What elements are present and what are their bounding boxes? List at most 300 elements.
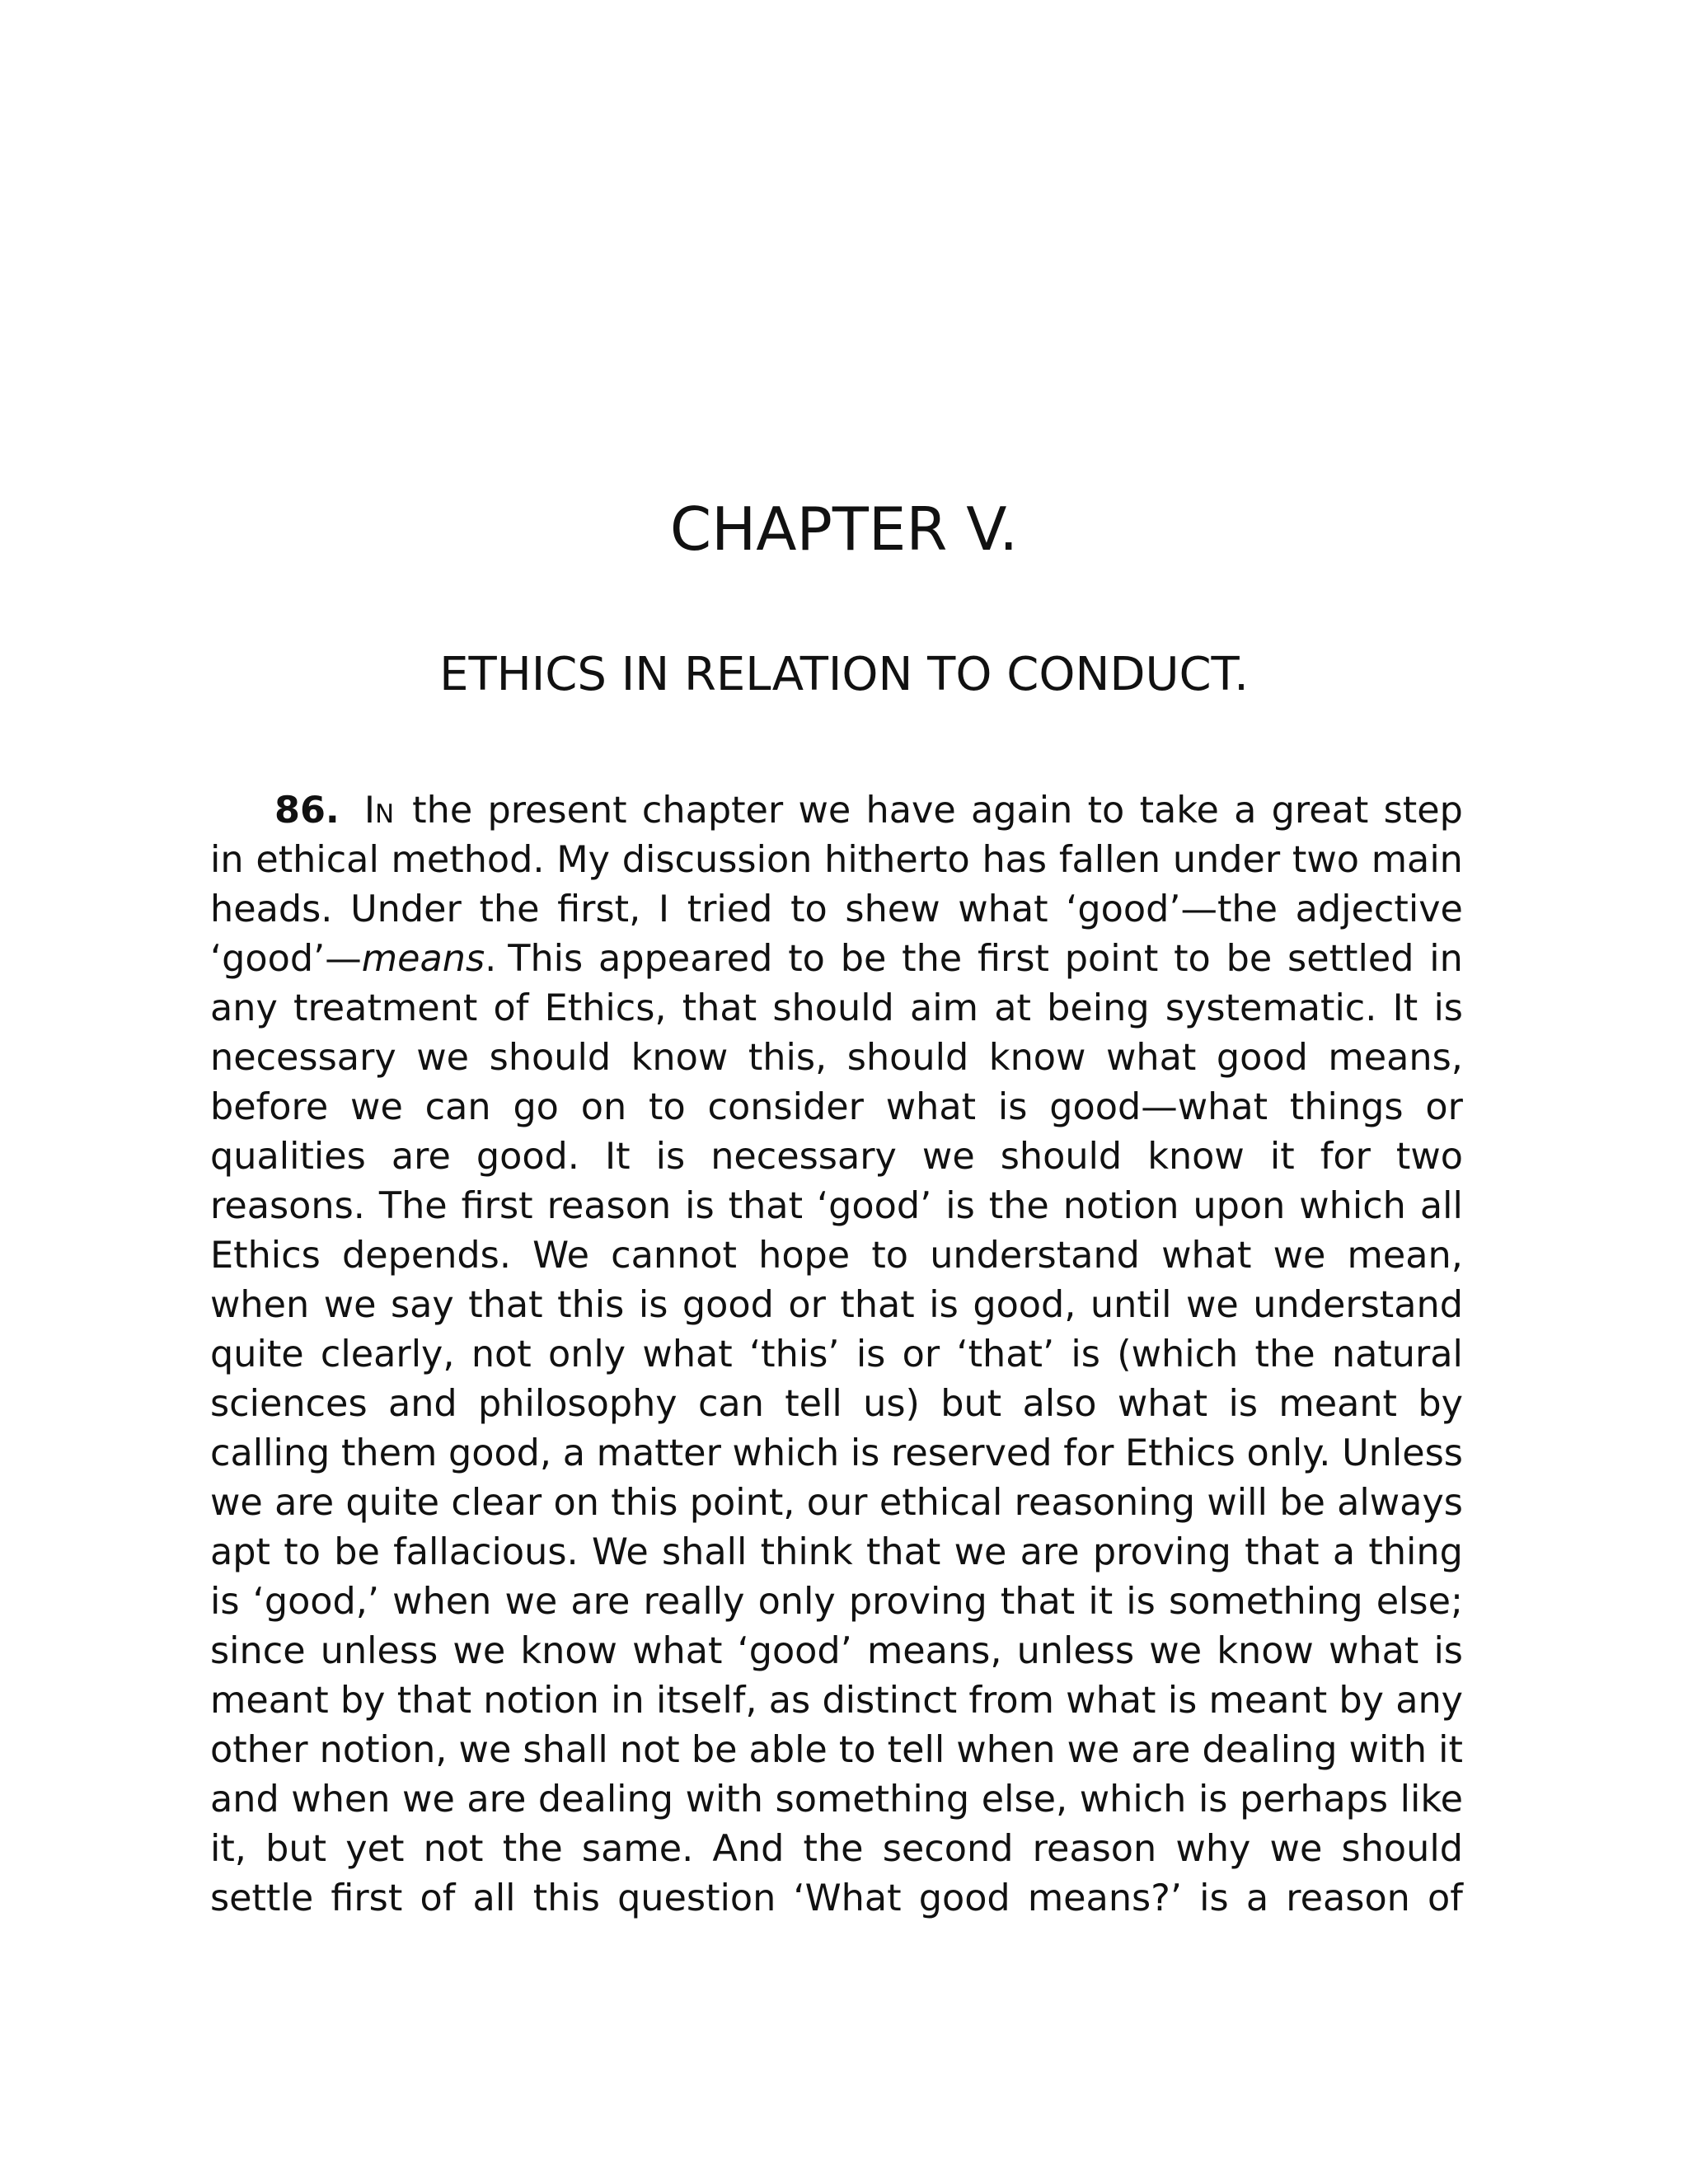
word: is (945, 1185, 975, 1227)
word: are (391, 1136, 451, 1178)
word: first (331, 1877, 403, 1919)
word: it, (210, 1828, 246, 1870)
word: on (580, 1086, 627, 1128)
word: what (1117, 1383, 1208, 1425)
word: we (416, 1037, 470, 1079)
word: but (265, 1828, 327, 1870)
word: we (1186, 1284, 1239, 1326)
line-text-pre: ‘good’— (210, 938, 362, 980)
word: first (978, 938, 1049, 980)
word: quite (210, 1333, 304, 1376)
word: the (902, 938, 963, 980)
word: The (378, 1185, 448, 1227)
word: what (958, 888, 1048, 930)
word: is (997, 1086, 1028, 1128)
word: when (392, 1581, 492, 1623)
word: for (1063, 1432, 1114, 1474)
word: to (1174, 938, 1211, 980)
word: of (420, 1877, 456, 1919)
word: is (1228, 1383, 1259, 1425)
word: we (1149, 1630, 1203, 1672)
word: settle (210, 1877, 314, 1919)
word: what (1105, 1037, 1197, 1079)
word: what (885, 1086, 977, 1128)
word: or (788, 1284, 826, 1326)
word: necessary (210, 1037, 396, 1079)
small-caps-rest: N (374, 799, 395, 829)
word: that (682, 987, 757, 1029)
word: is (856, 1333, 886, 1376)
word: be (691, 1729, 738, 1771)
word: like (1400, 1779, 1463, 1821)
word: that (468, 1284, 543, 1326)
word: be (840, 938, 887, 980)
word: can (424, 1086, 491, 1128)
word: has (982, 839, 1048, 881)
word: the (803, 1828, 864, 1870)
word: is (1199, 1877, 1229, 1919)
word: point, (689, 1482, 795, 1524)
word: two (1395, 1136, 1463, 1178)
word: It (604, 1136, 631, 1178)
word: natural (1331, 1333, 1463, 1376)
word: discussion (621, 839, 813, 881)
text-line (210, 1627, 1463, 1676)
word: only (548, 1333, 626, 1376)
word: this (557, 1284, 625, 1326)
word: cannot (611, 1235, 737, 1277)
word: we (954, 1531, 1007, 1573)
text-line (210, 1380, 1463, 1429)
word: have (865, 790, 956, 832)
word: main (1371, 839, 1463, 881)
word: good, (448, 1432, 552, 1474)
word: when (956, 1729, 1056, 1771)
word: and (387, 1383, 457, 1425)
word: proving (1092, 1531, 1231, 1573)
word: Under (350, 888, 462, 930)
word: settled (1287, 938, 1414, 980)
word: them (340, 1432, 438, 1474)
word: we (210, 1482, 263, 1524)
line-opening (274, 786, 394, 836)
word: the (479, 888, 540, 930)
word: adjective (1295, 888, 1463, 930)
word: will (1207, 1482, 1268, 1524)
word: be (1279, 1482, 1325, 1524)
text-line (210, 1577, 1463, 1627)
word: means, (1328, 1037, 1463, 1079)
word: understand (930, 1235, 1140, 1277)
line-text (508, 935, 1463, 984)
word: step (1383, 790, 1463, 832)
word: two (1292, 839, 1359, 881)
word: shall (523, 1729, 608, 1771)
word: and (210, 1779, 279, 1821)
word: qualities (210, 1136, 366, 1178)
word: mean, (1347, 1235, 1463, 1277)
word: ethical (879, 1482, 1003, 1524)
word: means?’ (1027, 1877, 1182, 1919)
chapter-subtitle: ETHICS IN RELATION TO CONDUCT. (439, 648, 1249, 701)
text-line (210, 1528, 1463, 1577)
word: other (210, 1729, 308, 1771)
word: not (471, 1333, 532, 1376)
word: ‘this’ (749, 1333, 840, 1376)
paragraph-86 (210, 786, 1463, 1924)
word: us) (863, 1383, 920, 1425)
word: only. (1246, 1432, 1331, 1474)
word: is (1167, 1680, 1198, 1722)
word: should (1000, 1136, 1123, 1178)
word: know (631, 1037, 729, 1079)
word: a (1332, 1531, 1356, 1573)
word: is (638, 1284, 668, 1326)
word: It (1392, 987, 1418, 1029)
word: is (1433, 987, 1463, 1029)
word: say (390, 1284, 454, 1326)
word: we (452, 1630, 506, 1672)
word: we (402, 1779, 455, 1821)
word: ‘good,’ (252, 1581, 380, 1623)
word: aim (910, 987, 979, 1029)
word: reason (1286, 1877, 1410, 1919)
word: this (532, 1877, 600, 1919)
word: we (1269, 1828, 1323, 1870)
word: matter (596, 1432, 721, 1474)
word: first, (557, 888, 641, 930)
word: things (1289, 1086, 1404, 1128)
word: in (1429, 938, 1463, 980)
text-line (210, 836, 1463, 885)
text-line (210, 1083, 1463, 1132)
word: chapter (641, 790, 784, 832)
word: proving (848, 1581, 987, 1623)
word: good, (973, 1284, 1076, 1326)
text-line (210, 786, 1463, 836)
word: consider (707, 1086, 864, 1128)
emphasis-means: means (361, 938, 485, 980)
text-line (210, 1033, 1463, 1083)
word: meant (210, 1680, 329, 1722)
word: good—what (1049, 1086, 1268, 1128)
word: clear (451, 1482, 542, 1524)
word: to (788, 938, 825, 980)
word: appeared (598, 938, 773, 980)
word: fallen (1058, 839, 1161, 881)
word: we (323, 1284, 377, 1326)
word: by (1418, 1383, 1463, 1425)
word: we (350, 1086, 403, 1128)
word: a (1245, 1877, 1269, 1919)
word: it (1269, 1136, 1295, 1178)
word: know (988, 1037, 1086, 1079)
word: reserved (891, 1432, 1053, 1474)
word: perhaps (1240, 1779, 1389, 1821)
section-number: 86. (274, 790, 340, 832)
word: also (1022, 1383, 1097, 1425)
word: reason (1032, 1828, 1157, 1870)
word: know (1217, 1630, 1314, 1672)
word: is (850, 1432, 880, 1474)
word: before (210, 1086, 329, 1128)
word: ‘What (793, 1877, 902, 1919)
word: what (1328, 1630, 1419, 1672)
word: are (570, 1581, 631, 1623)
word: with (685, 1779, 763, 1821)
word: quite (345, 1482, 440, 1524)
word: be (1226, 938, 1273, 980)
word: which (1079, 1779, 1187, 1821)
word: should (772, 987, 894, 1029)
word: is (929, 1284, 959, 1326)
word: understand (1253, 1284, 1463, 1326)
word: notion (483, 1680, 599, 1722)
word: to (871, 1235, 909, 1277)
word: what (642, 1333, 733, 1376)
text-line (210, 984, 1463, 1033)
word: are (1020, 1531, 1080, 1573)
word: know (520, 1630, 617, 1672)
text-line (210, 1775, 1463, 1825)
word: as (768, 1680, 811, 1722)
word: that (396, 1680, 472, 1722)
text-line (210, 935, 1463, 984)
word: we (504, 1581, 558, 1623)
word: to (790, 888, 828, 930)
word: ethical (256, 839, 379, 881)
line-text-punct: . (485, 938, 497, 980)
text-line (210, 1726, 1463, 1775)
word: take (1139, 790, 1219, 832)
word: question (617, 1877, 776, 1919)
word: present (487, 790, 627, 832)
word: of (1428, 1877, 1463, 1919)
word: point (1064, 938, 1159, 980)
word: or (902, 1333, 940, 1376)
word: from (968, 1680, 1054, 1722)
word: ‘that’ (956, 1333, 1055, 1376)
word: any (1395, 1680, 1463, 1722)
word: ‘good’—the (1066, 888, 1278, 930)
word: hitherto (824, 839, 970, 881)
word: thing (1368, 1531, 1463, 1573)
text-line (210, 1330, 1463, 1380)
word: meant (1208, 1680, 1328, 1722)
word: Ethics, (544, 987, 667, 1029)
word: this, (748, 1037, 828, 1079)
word: should (1341, 1828, 1463, 1870)
word: is (1433, 1630, 1463, 1672)
word: good (918, 1877, 1010, 1919)
word: what (632, 1630, 723, 1672)
word: on (553, 1482, 599, 1524)
word: that (865, 1531, 941, 1573)
word: method. (391, 839, 545, 881)
word: why (1175, 1828, 1251, 1870)
word: for (1320, 1136, 1371, 1178)
word: not (619, 1729, 680, 1771)
word: that (728, 1185, 804, 1227)
word: tell (785, 1383, 842, 1425)
word: really (643, 1581, 745, 1623)
word: good (1216, 1037, 1308, 1079)
word: clearly, (320, 1333, 455, 1376)
word: reasoning (1014, 1482, 1196, 1524)
word: are (467, 1779, 527, 1821)
word: are (274, 1482, 335, 1524)
word: something (775, 1779, 970, 1821)
word: yet (345, 1828, 405, 1870)
word: that (1245, 1531, 1320, 1573)
word: can (697, 1383, 764, 1425)
word: only (757, 1581, 836, 1623)
word: We (532, 1235, 589, 1277)
text-line (210, 1182, 1463, 1231)
word: meant (1278, 1383, 1398, 1425)
word: at (994, 987, 1031, 1029)
word: philosophy (478, 1383, 678, 1425)
word: else, (981, 1779, 1068, 1821)
word: but (940, 1383, 1002, 1425)
word: with (1348, 1729, 1428, 1771)
word: calling (210, 1432, 331, 1474)
word: all (472, 1877, 516, 1919)
word: should (846, 1037, 969, 1079)
word: dealing (537, 1779, 673, 1821)
word: being (1047, 987, 1150, 1029)
word: our (806, 1482, 868, 1524)
word: And (712, 1828, 785, 1870)
word: to (838, 1729, 876, 1771)
word: Ethics (210, 1235, 321, 1277)
word: depends. (341, 1235, 511, 1277)
word: which (1299, 1185, 1406, 1227)
word: not (423, 1828, 484, 1870)
word: I (658, 888, 670, 930)
word: what (1161, 1235, 1252, 1277)
word: that (1000, 1581, 1076, 1623)
text-line (210, 1479, 1463, 1528)
line-opening (210, 935, 496, 984)
word: go (513, 1086, 559, 1128)
word: are (1131, 1729, 1191, 1771)
word: we (1067, 1729, 1120, 1771)
word: notion (1062, 1185, 1179, 1227)
word: under (1172, 839, 1281, 881)
word: it (1088, 1581, 1114, 1623)
word: by (340, 1680, 386, 1722)
text-line (210, 1281, 1463, 1330)
word: when (291, 1779, 391, 1821)
word: reason (546, 1185, 672, 1227)
word: or (1425, 1086, 1463, 1128)
word: know (1147, 1136, 1245, 1178)
word: all (1419, 1185, 1463, 1227)
word: is (655, 1136, 686, 1178)
text-line (210, 1676, 1463, 1726)
word: to (284, 1531, 321, 1573)
word: dealing (1202, 1729, 1338, 1771)
word: good (682, 1284, 774, 1326)
word: Ethics (1125, 1432, 1236, 1474)
word: which (732, 1432, 840, 1474)
word: first (461, 1185, 533, 1227)
word: else; (1376, 1581, 1463, 1623)
word: is (210, 1581, 240, 1623)
word: shall (662, 1531, 748, 1573)
word: a (562, 1432, 586, 1474)
word: unless (320, 1630, 438, 1672)
word: great (1271, 790, 1369, 832)
word: means, (866, 1630, 1002, 1672)
word: the (1254, 1333, 1315, 1376)
word: itself, (655, 1680, 757, 1722)
word: we (458, 1729, 512, 1771)
word: good. (476, 1136, 579, 1178)
word: second (882, 1828, 1014, 1870)
word: Unless (1342, 1432, 1463, 1474)
word: My (556, 839, 611, 881)
word: something (1168, 1581, 1363, 1623)
text-line (210, 1429, 1463, 1479)
word: necessary (710, 1136, 897, 1178)
word: notion, (319, 1729, 448, 1771)
text-line (210, 1825, 1463, 1874)
word: it (1438, 1729, 1463, 1771)
word: in (611, 1680, 645, 1722)
word: any (210, 987, 278, 1029)
word: until (1090, 1284, 1172, 1326)
word: systematic. (1165, 987, 1377, 1029)
word: to (649, 1086, 686, 1128)
word: what (1066, 1680, 1156, 1722)
word: that (840, 1284, 915, 1326)
word: sciences (210, 1383, 368, 1425)
word: in (210, 839, 244, 881)
word: the (412, 790, 473, 832)
word: always (1337, 1482, 1463, 1524)
word: we (798, 790, 851, 832)
word: distinct (822, 1680, 958, 1722)
word: a (1234, 790, 1257, 832)
word: is (685, 1185, 715, 1227)
text-line (210, 885, 1463, 935)
word: should (489, 1037, 612, 1079)
word: the (988, 1185, 1049, 1227)
word: fallacious. (393, 1531, 579, 1573)
word: treatment (293, 987, 478, 1029)
small-caps-initial: I (363, 790, 375, 832)
word: able (748, 1729, 828, 1771)
word: hope (758, 1235, 851, 1277)
word: unless (1016, 1630, 1135, 1672)
word: (which (1117, 1333, 1239, 1376)
word: the (502, 1828, 563, 1870)
word: since (210, 1630, 306, 1672)
chapter-title: CHAPTER V. (669, 494, 1019, 564)
word: apt (210, 1531, 270, 1573)
text-line (210, 1231, 1463, 1281)
word: this (611, 1482, 678, 1524)
word: is (1071, 1333, 1100, 1376)
word: heads. (210, 888, 333, 930)
word: ‘good’ (737, 1630, 852, 1672)
word: think (760, 1531, 853, 1573)
word: of (493, 987, 529, 1029)
word: tried (687, 888, 773, 930)
word: upon (1193, 1185, 1286, 1227)
